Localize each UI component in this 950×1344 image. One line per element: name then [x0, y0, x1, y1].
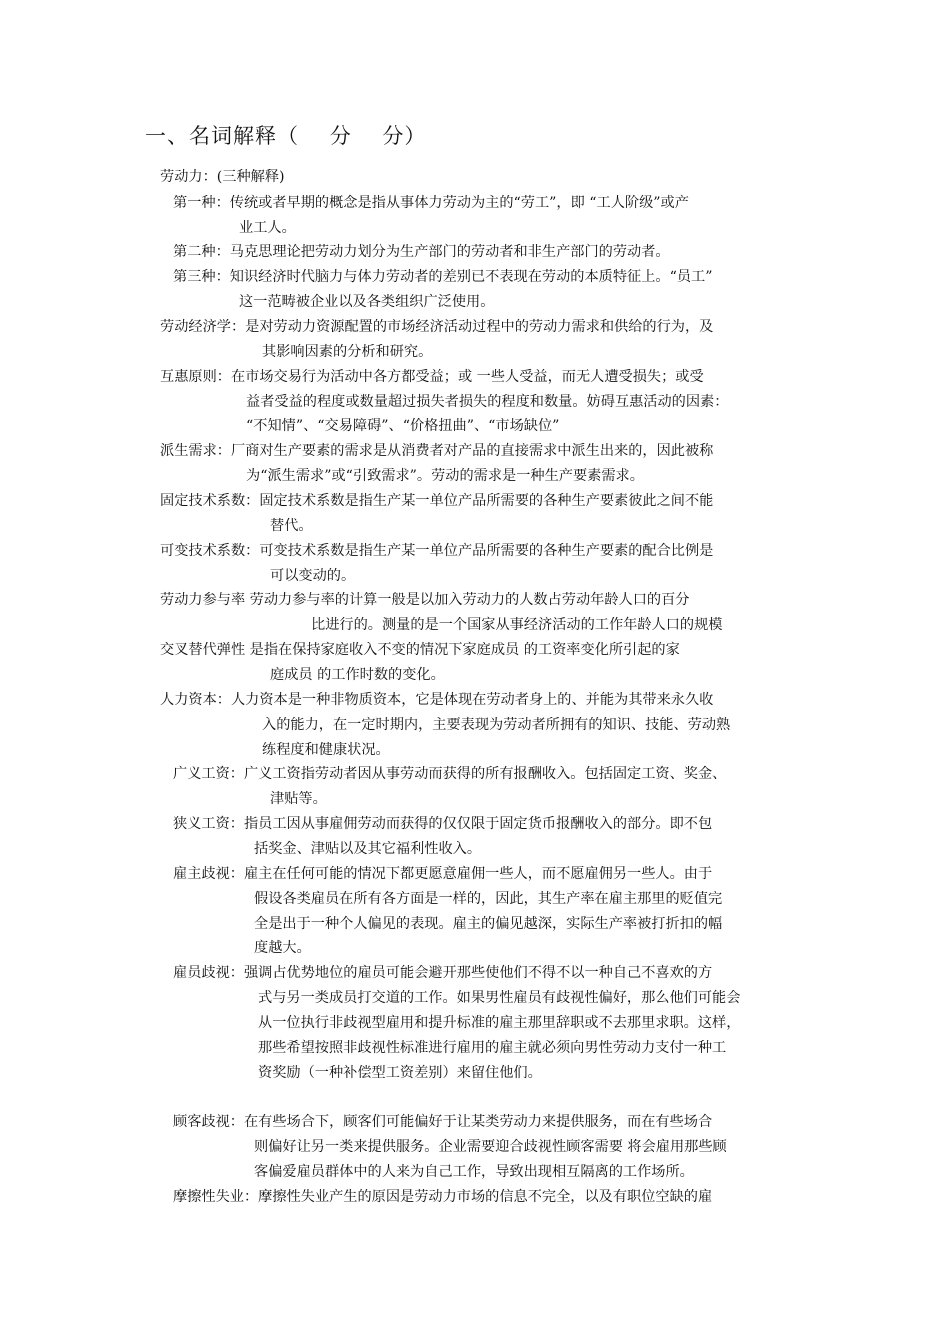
text-line: 为“派生需求”或“引致需求”。劳动的需求是一种生产要素需求。 [246, 468, 644, 484]
text-line: 第二种：马克思理论把劳动力划分为生产部门的劳动者和非生产部门的劳动者。 [173, 244, 670, 260]
text-line: 益者受益的程度或数量超过损失者损失的程度和数量。妨碍互惠活动的因素： [246, 394, 729, 410]
text-line: 其影响因素的分析和研究。 [262, 344, 433, 360]
text-line: 业工人。 [239, 220, 296, 236]
text-line: 互惠原则：在市场交易行为活动中各方都受益；或 一些人受益，而无人遭受损失；或受 [160, 369, 704, 385]
text-line: 狭义工资：指员工因从事雇佣劳动而获得的仅仅限于固定货币报酬收入的部分。即不包 [173, 816, 713, 832]
text-line: 那些希望按照非歧视性标准进行雇用的雇主就必须向男性劳动力支付一种工 [258, 1040, 727, 1056]
text-line: 庭成员 的工作时数的变化。 [270, 667, 445, 683]
text-line: 人力资本：人力资本是一种非物质资本，它是体现在劳动者身上的、并能为其带来永久收 [160, 692, 714, 708]
text-line: 客偏爱雇员群体中的人来为自己工作，导致出现相互隔离的工作场所。 [254, 1164, 694, 1180]
text-line: 括奖金、津贴以及其它福利性收入。 [254, 841, 482, 857]
text-line: 广义工资：广义工资指劳动者因从事劳动而获得的所有报酬收入。包括固定工资、奖金、 [173, 766, 727, 782]
text-line: 津贴等。 [270, 791, 327, 807]
text-line: 雇员歧视：强调占优势地位的雇员可能会避开那些使他们不得不以一种自己不喜欢的方 [173, 965, 713, 981]
text-line: 这一范畴被企业以及各类组织广泛使用。 [239, 294, 495, 310]
text-line: 入的能力，在一定时期内，主要表现为劳动者所拥有的知识、技能、劳动熟 [262, 717, 731, 733]
text-line: 顾客歧视：在有些场合下，顾客们可能偏好于让某类劳动力来提供服务，而在有些场合 [173, 1114, 713, 1130]
text-line: 第一种：传统或者早期的概念是指从事体力劳动为主的“劳工”，即 “工人阶级”或产 [173, 195, 689, 211]
text-line: 全是出于一种个人偏见的表现。雇主的偏见越深，实际生产率被打折扣的幅 [254, 916, 723, 932]
text-line: 练程度和健康状况。 [262, 742, 390, 758]
text-line: 假设各类雇员在所有各方面是一样的，因此，其生产率在雇主那里的贬值完 [254, 891, 723, 907]
text-line: 则偏好让另一类来提供服务。企业需要迎合歧视性顾客需要 将会雇用那些顾 [254, 1139, 727, 1155]
text-line: 替代。 [270, 518, 313, 534]
text-line: 度越大。 [254, 940, 311, 956]
text-line: 从一位执行非歧视型雇用和提升标准的雇主那里辞职或不去那里求职。这样， [258, 1015, 741, 1031]
text-line: 劳动经济学：是对劳动力资源配置的市场经济活动过程中的劳动力需求和供给的行为，及 [160, 319, 714, 335]
text-line: 资奖励（一种补偿型工资差别）来留住他们。 [258, 1065, 542, 1081]
text-line: 比进行的。测量的是一个国家从事经济活动的工作年龄人口的规模 [311, 617, 723, 633]
text-line: “不知情”、“交易障碍”、“价格扭曲”、“市场缺位” [246, 418, 560, 434]
text-line: 式与另一类成员打交道的工作。如果男性雇员有歧视性偏好，那么他们可能会 [258, 990, 741, 1006]
text-line: 劳动力：(三种解释) [160, 169, 285, 185]
text-line: 可变技术系数：可变技术系数是指生产某一单位产品所需要的各种生产要素的配合比例是 [160, 543, 714, 559]
text-line: 雇主歧视：雇主在任何可能的情况下都更愿意雇佣一些人，而不愿雇佣另一些人。由于 [173, 866, 713, 882]
text-line: 摩擦性失业：摩擦性失业产生的原因是劳动力市场的信息不完全，以及有职位空缺的雇 [173, 1189, 713, 1205]
text-line: 劳动力参与率 劳动力参与率的计算一般是以加入劳动力的人数占劳动年龄人口的百分 [160, 592, 690, 608]
text-line: 可以变动的。 [270, 568, 356, 584]
text-line: 固定技术系数：固定技术系数是指生产某一单位产品所需要的各种生产要素彼此之间不能 [160, 493, 714, 509]
text-line: 派生需求：厂商对生产要素的需求是从消费者对产品的直接需求中派生出来的，因此被称 [160, 443, 714, 459]
section-heading: 一、名词解释（ 分 分） [145, 124, 427, 148]
text-line: 第三种：知识经济时代脑力与体力劳动者的差别已不表现在劳动的本质特征上。“员工” [173, 269, 713, 285]
text-line: 交叉替代弹性 是指在保持家庭收入不变的情况下家庭成员 的工资率变化所引起的家 [160, 642, 680, 658]
